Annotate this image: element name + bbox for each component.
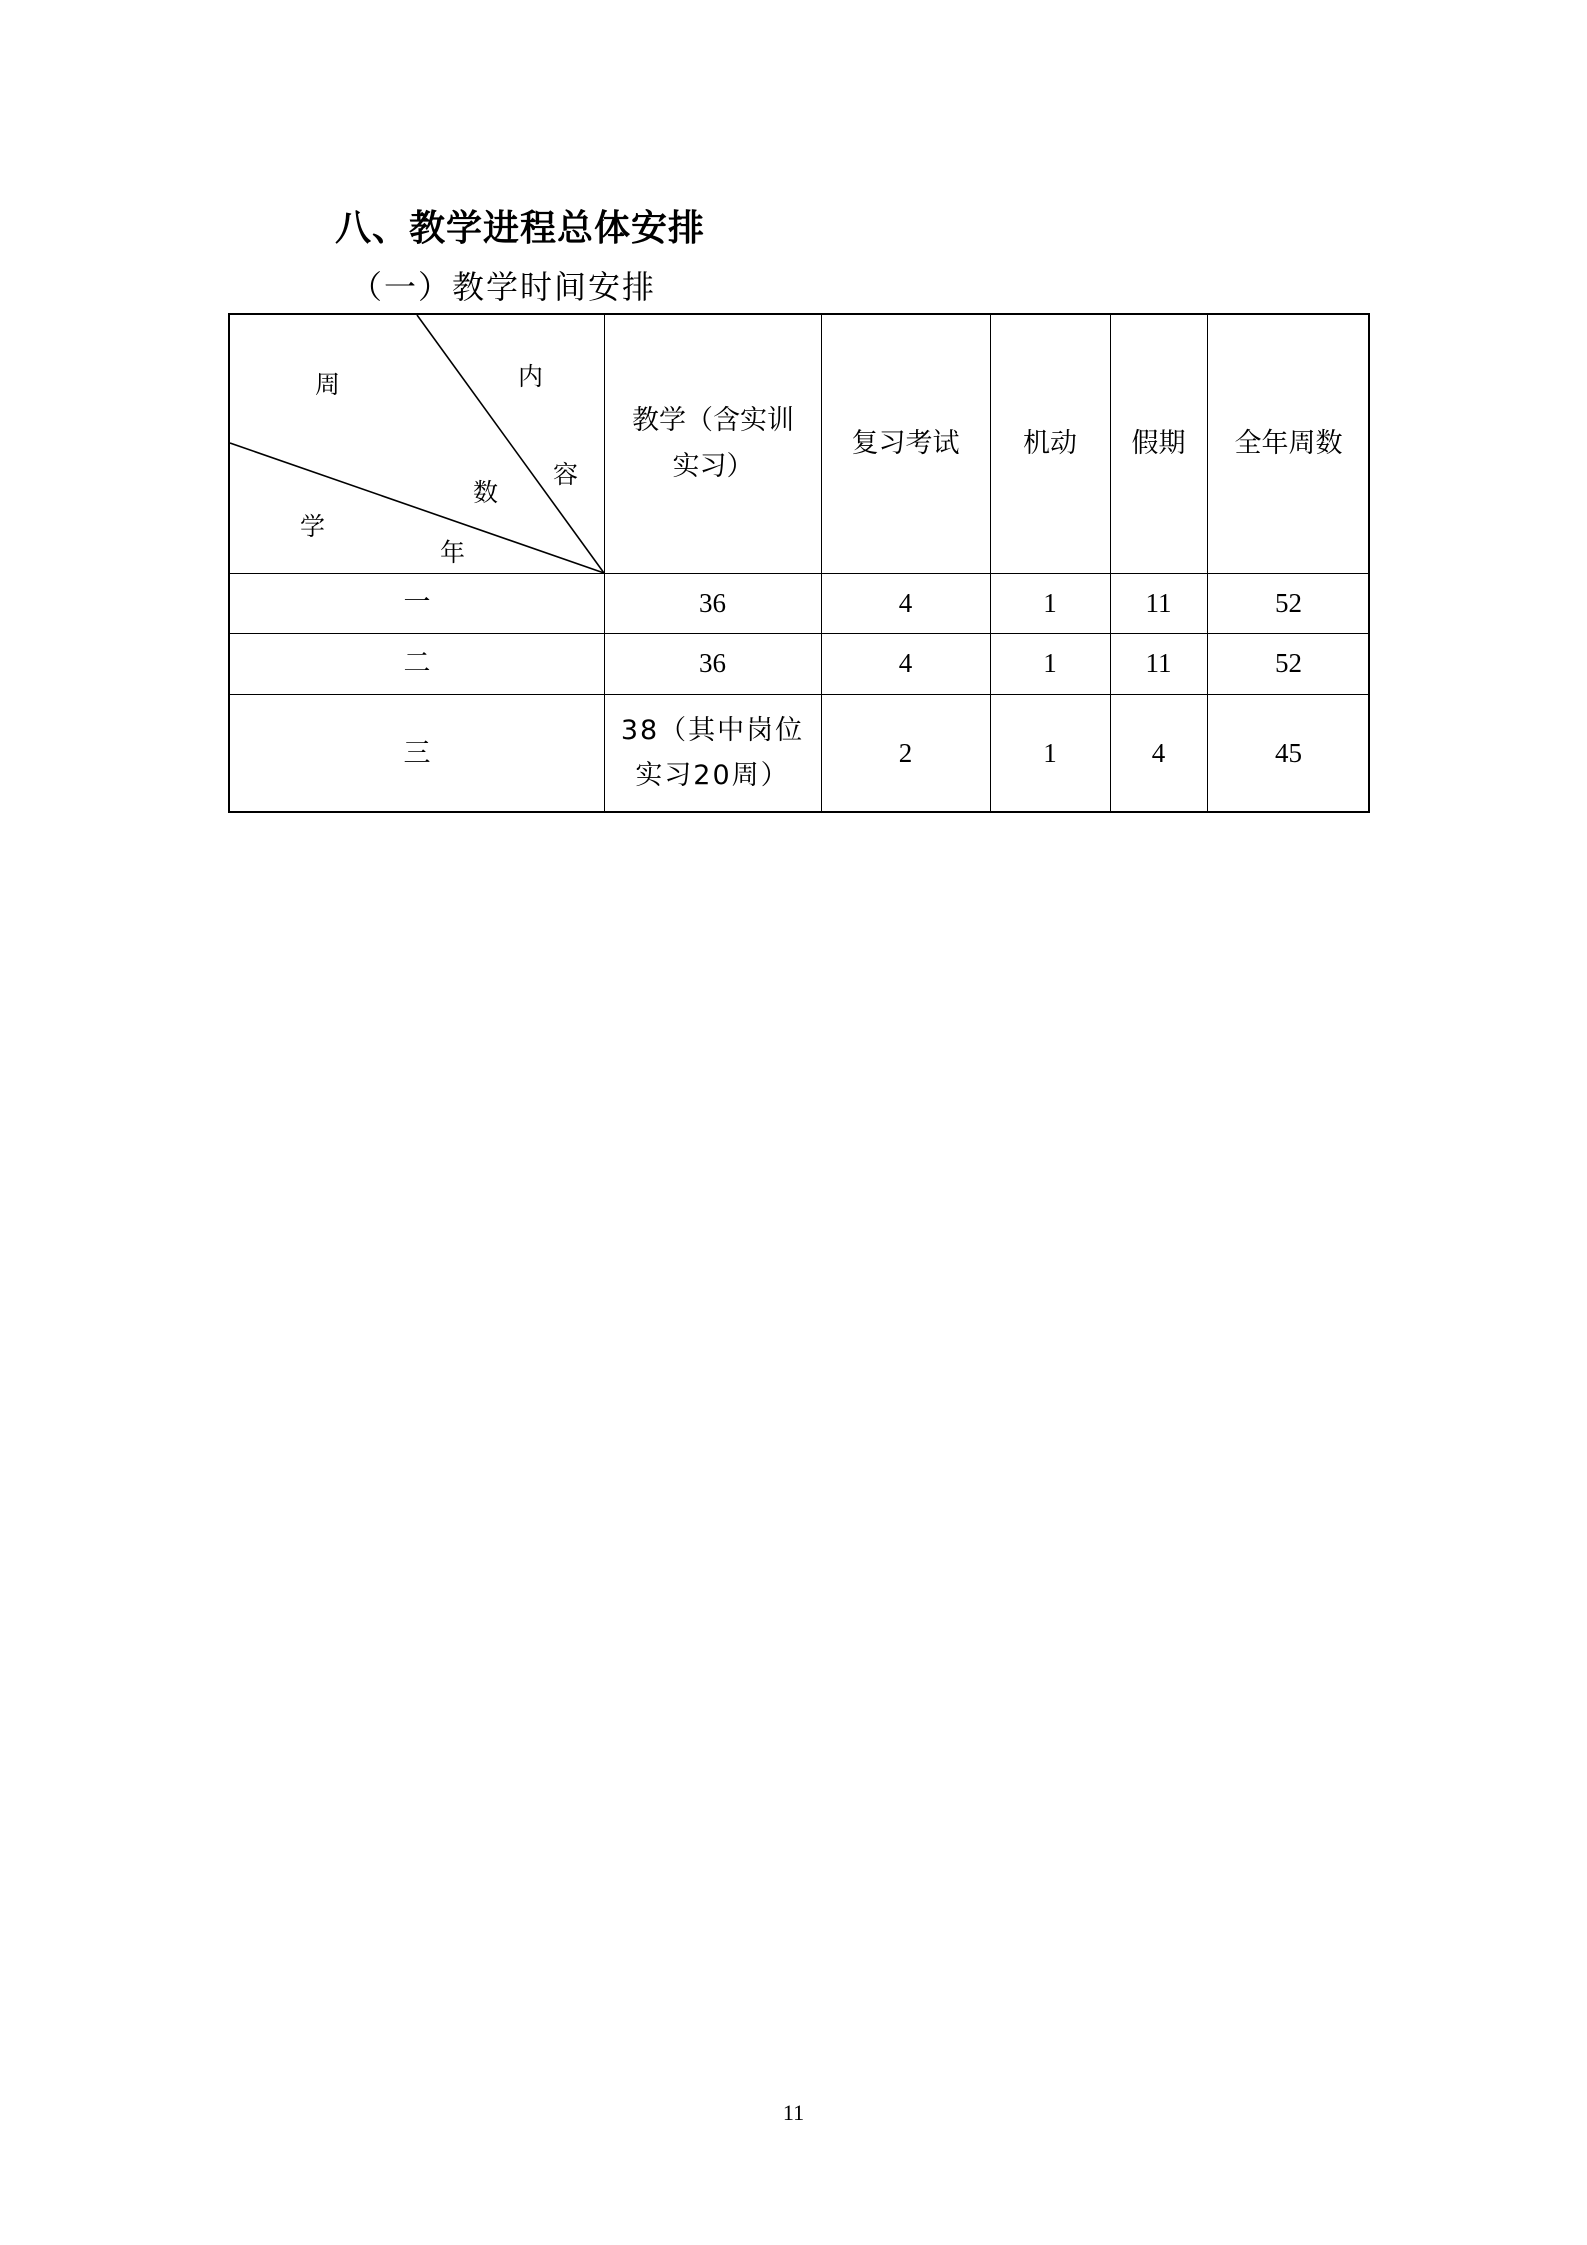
corner-label-week: 周	[315, 370, 341, 399]
corner-label-year: 年	[440, 538, 466, 567]
corner-diagonal-lines	[230, 315, 606, 575]
cell-flexible: 1	[1043, 648, 1057, 678]
row-year-label: 三	[403, 737, 431, 769]
cell-teaching: 38（其中岗位实习20周）	[620, 714, 805, 791]
cell-total-weeks: 45	[1275, 738, 1302, 768]
cell-teaching: 36	[699, 587, 726, 618]
cell-holiday: 11	[1145, 587, 1172, 618]
corner-label-school: 学	[300, 512, 326, 541]
cell-flexible: 1	[1043, 587, 1057, 618]
cell-review-exam: 2	[898, 738, 913, 768]
teaching-time-table	[228, 313, 1370, 813]
cell-review-exam: 4	[898, 648, 913, 678]
row-year-label: 一	[403, 587, 431, 619]
row-year-label: 二	[403, 647, 431, 679]
cell-review-exam: 4	[898, 587, 913, 618]
header-holiday: 假期	[1131, 428, 1186, 460]
cell-flexible: 1	[1043, 738, 1057, 768]
header-flexible: 机动	[1023, 428, 1077, 460]
header-teaching: 教学（含实训实习）	[632, 405, 794, 482]
cell-teaching: 36	[699, 648, 726, 678]
header-review-exam: 复习考试	[851, 428, 960, 460]
corner-label-number: 数	[473, 478, 499, 507]
header-total-weeks: 全年周数	[1234, 428, 1343, 460]
subsection-title: （一）教学时间安排	[350, 268, 657, 306]
page-number: 11	[782, 2100, 805, 2125]
cell-holiday: 4	[1151, 738, 1166, 768]
corner-label-content-1: 内	[518, 362, 544, 391]
cell-total-weeks: 52	[1275, 587, 1302, 618]
corner-label-content-2: 容	[553, 460, 579, 489]
cell-total-weeks: 52	[1275, 648, 1302, 678]
cell-holiday: 11	[1145, 648, 1172, 678]
section-title: 八、教学进程总体安排	[335, 208, 706, 249]
